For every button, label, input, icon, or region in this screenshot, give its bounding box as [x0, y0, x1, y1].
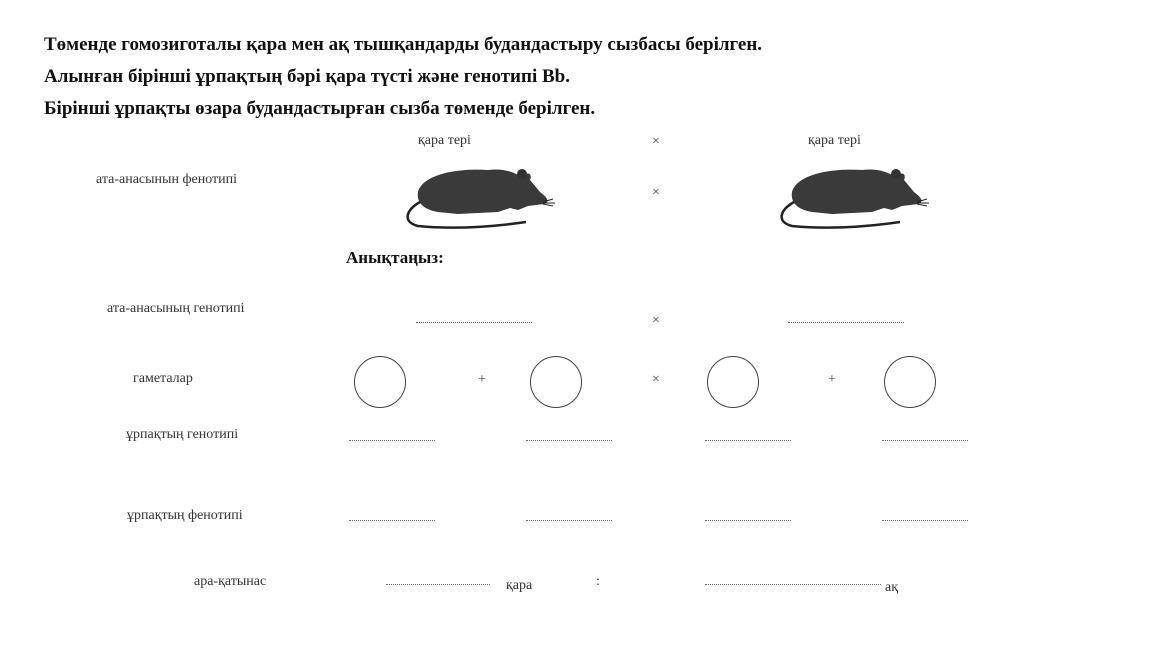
- blank-offspring-phenotype[interactable]: [705, 520, 791, 521]
- blank-offspring-phenotype[interactable]: [526, 520, 612, 521]
- blank-offspring-phenotype[interactable]: [882, 520, 968, 521]
- blank-parent-genotype-left[interactable]: [416, 322, 532, 323]
- black-mouse-icon: [772, 162, 932, 232]
- blank-offspring-genotype[interactable]: [705, 440, 791, 441]
- row-label-gametes: гаметалар: [133, 371, 193, 386]
- cross-symbol: ×: [652, 134, 660, 149]
- intro-line-1: Төменде гомозиготалы қара мен ақ тышқандарды будандастыру сызбасы берілген.: [44, 34, 763, 55]
- determine-heading: Анықтаңыз:: [346, 248, 444, 267]
- plus-symbol: +: [828, 372, 836, 387]
- gamete-circle[interactable]: [707, 356, 759, 408]
- black-mouse-icon: [398, 162, 558, 232]
- parent-left-phenotype: қара тері: [418, 133, 471, 148]
- blank-offspring-genotype[interactable]: [882, 440, 968, 441]
- ratio-black-label: қара: [506, 578, 533, 593]
- row-label-parent-genotype: ата-анасының генотипі: [107, 301, 245, 316]
- blank-offspring-genotype[interactable]: [349, 440, 435, 441]
- blank-offspring-genotype[interactable]: [526, 440, 612, 441]
- cross-symbol: ×: [652, 185, 660, 200]
- plus-symbol: +: [478, 372, 486, 387]
- gamete-circle[interactable]: [884, 356, 936, 408]
- gamete-circle[interactable]: [354, 356, 406, 408]
- gamete-circle[interactable]: [530, 356, 582, 408]
- row-label-parent-phenotype: ата-анасынын фенотипі: [96, 172, 238, 187]
- intro-line-3: Бірінші ұрпақты өзара будандастырған сызба төменде берілген.: [44, 98, 596, 119]
- row-label-offspring-phenotype: ұрпақтың фенотипі: [127, 508, 243, 523]
- blank-ratio-black[interactable]: [386, 584, 490, 585]
- ratio-white-label: ақ: [885, 580, 899, 595]
- cross-symbol: ×: [652, 313, 660, 328]
- blank-offspring-phenotype[interactable]: [349, 520, 435, 521]
- blank-ratio-white[interactable]: [705, 584, 881, 585]
- row-label-ratio: ара-қатынас: [194, 574, 267, 589]
- cross-symbol: ×: [652, 372, 660, 387]
- intro-line-2: Алынған бірінші ұрпақтың бәрі қара түсті және генотипі Bb.: [44, 66, 570, 87]
- row-label-offspring-genotype: ұрпақтың генотипі: [126, 427, 239, 442]
- parent-right-phenotype: қара тері: [808, 133, 861, 148]
- blank-parent-genotype-right[interactable]: [788, 322, 904, 323]
- ratio-colon: :: [596, 574, 600, 589]
